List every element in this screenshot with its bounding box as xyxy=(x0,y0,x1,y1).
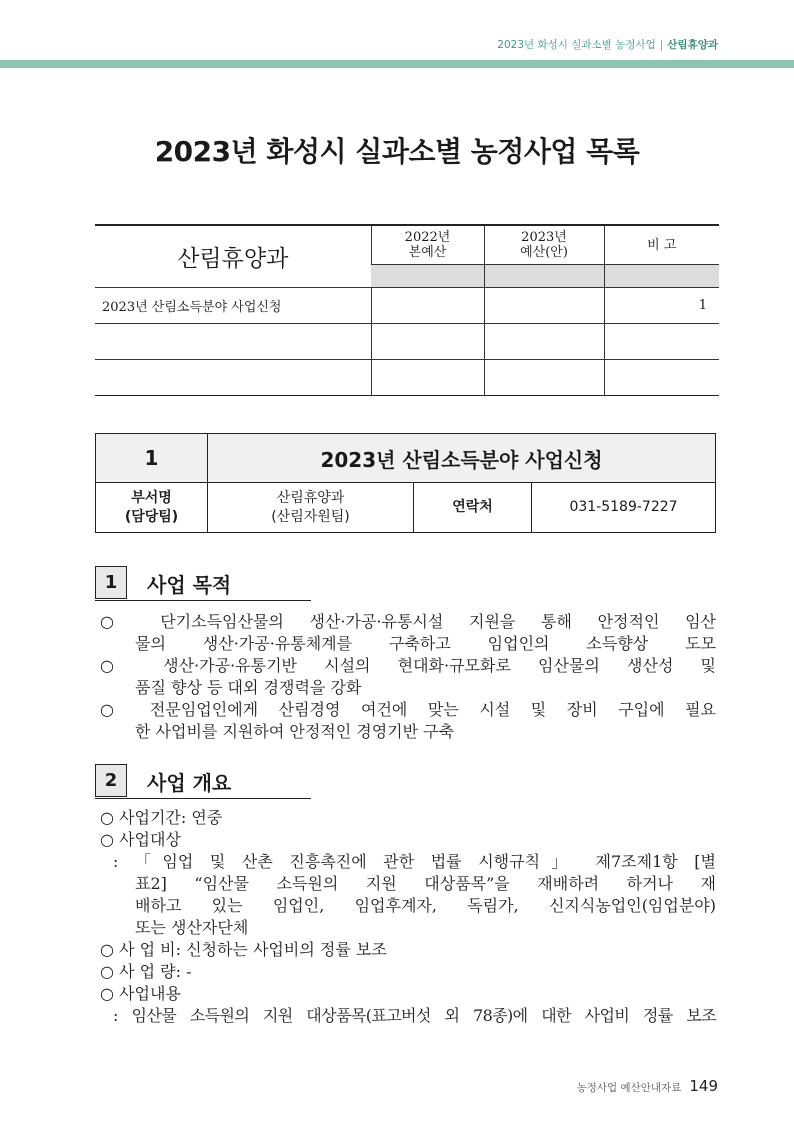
project-title: 2023년 산림소득분야 사업신청 xyxy=(208,434,716,483)
section-title: 사업 목적 xyxy=(147,573,232,597)
row-budget-2022 xyxy=(371,288,484,324)
overview-line: ○ 사 업 비: 신청하는 사업비의 정률 보조 xyxy=(100,940,387,959)
overview-line: ○ 사 업 량: - xyxy=(100,962,192,981)
purpose-line: 물의 생산·가공·유통체계를 구축하고 임업인의 소득향상 도모 xyxy=(135,634,716,653)
overview-line: 또는 생산자단체 xyxy=(135,918,249,937)
table-row xyxy=(95,288,719,324)
department-value xyxy=(208,483,414,533)
shaded-cell xyxy=(604,265,719,288)
department-label xyxy=(96,483,208,533)
column-note-header: 비 고 xyxy=(604,225,719,265)
summary-table xyxy=(95,224,719,396)
row-project-name xyxy=(95,324,371,360)
row-budget-2022 xyxy=(371,360,484,396)
row-note xyxy=(604,360,719,396)
section-title: 사업 개요 xyxy=(147,771,232,795)
overview-line: ○ 사업대상 xyxy=(100,830,181,849)
column-2022-label: 본예산 xyxy=(408,245,447,260)
page-footer xyxy=(577,1077,718,1095)
overview-line: 표2] “임산물 소득원의 지원 대상품목”을 재배하려 하거나 재 xyxy=(135,874,716,893)
shaded-cell xyxy=(371,265,484,288)
overview-line: ○ 사업내용 xyxy=(100,984,181,1003)
project-number: 1 xyxy=(96,434,208,483)
purpose-line: ○ 전문임업인에게 산림경영 여건에 맞는 시설 및 장비 구입에 필요 xyxy=(100,700,716,719)
table-row xyxy=(95,360,719,396)
row-budget-2023 xyxy=(484,288,604,324)
department-name: 산림휴양과 xyxy=(95,225,371,288)
contact-label: 연락처 xyxy=(414,483,532,533)
running-header-separator: | xyxy=(659,39,664,51)
row-budget-2022 xyxy=(371,324,484,360)
page-title: 2023년 화성시 실과소별 농정사업 목록 xyxy=(154,135,640,168)
overview-line: : 임산물 소득원의 지원 대상품목(표고버섯 외 78종)에 대한 사업비 정률 보조 xyxy=(113,1006,716,1025)
row-budget-2023 xyxy=(484,324,604,360)
column-2023-header xyxy=(484,225,604,265)
header-band xyxy=(0,60,794,68)
row-note: 1 xyxy=(604,288,719,324)
section-heading-overview xyxy=(95,764,311,799)
department-value-line: 산림휴양과 xyxy=(276,489,345,506)
column-2022-year: 2022년 xyxy=(404,230,451,245)
contact-value: 031-5189-7227 xyxy=(532,483,716,533)
overview-line: 배하고 있는 임업인, 임업후계자, 독림가, 신지식농업인(임업분야) xyxy=(135,896,716,915)
column-2023-year: 2023년 xyxy=(521,230,567,245)
section-heading-purpose xyxy=(95,566,311,601)
purpose-line: 한 사업비를 지원하여 안정적인 경영기반 구축 xyxy=(135,722,455,741)
team-value-line: (산림자원팀) xyxy=(271,508,350,525)
column-2023-label: 예산(안) xyxy=(520,245,568,260)
project-info-box xyxy=(95,433,716,533)
table-row xyxy=(95,324,719,360)
row-note xyxy=(604,324,719,360)
row-project-name xyxy=(95,360,371,396)
running-header-department: 산림휴양과 xyxy=(667,39,718,51)
purpose-line: 품질 향상 등 대외 경쟁력을 강화 xyxy=(135,678,362,697)
section-number: 2 xyxy=(95,764,127,797)
overview-line: : 「임업 및 산촌 진흥촉진에 관한 법률 시행규칙」 제7조제1항 [별 xyxy=(113,852,716,871)
page-number: 149 xyxy=(689,1077,718,1095)
department-label-line: 부서명 xyxy=(131,489,172,506)
column-2022-header xyxy=(371,225,484,265)
purpose-line: ○ 단기소득임산물의 생산·가공·유통시설 지원을 통해 안정적인 임산 xyxy=(100,612,716,631)
team-label-line: (담당팀) xyxy=(124,508,179,525)
overview-line: ○ 사업기간: 연중 xyxy=(100,808,223,827)
running-header xyxy=(497,37,718,52)
row-project-name: 2023년 산림소득분야 사업신청 xyxy=(95,288,371,324)
row-budget-2023 xyxy=(484,360,604,396)
purpose-line: ○ 생산·가공·유통기반 시설의 현대화·규모화로 임산물의 생산성 및 xyxy=(100,656,716,675)
section-number: 1 xyxy=(95,566,127,599)
footer-text: 농정사업 예산안내자료 xyxy=(576,1082,682,1094)
shaded-cell xyxy=(484,265,604,288)
running-header-text: 2023년 화성시 실과소별 농정사업 xyxy=(497,39,656,51)
